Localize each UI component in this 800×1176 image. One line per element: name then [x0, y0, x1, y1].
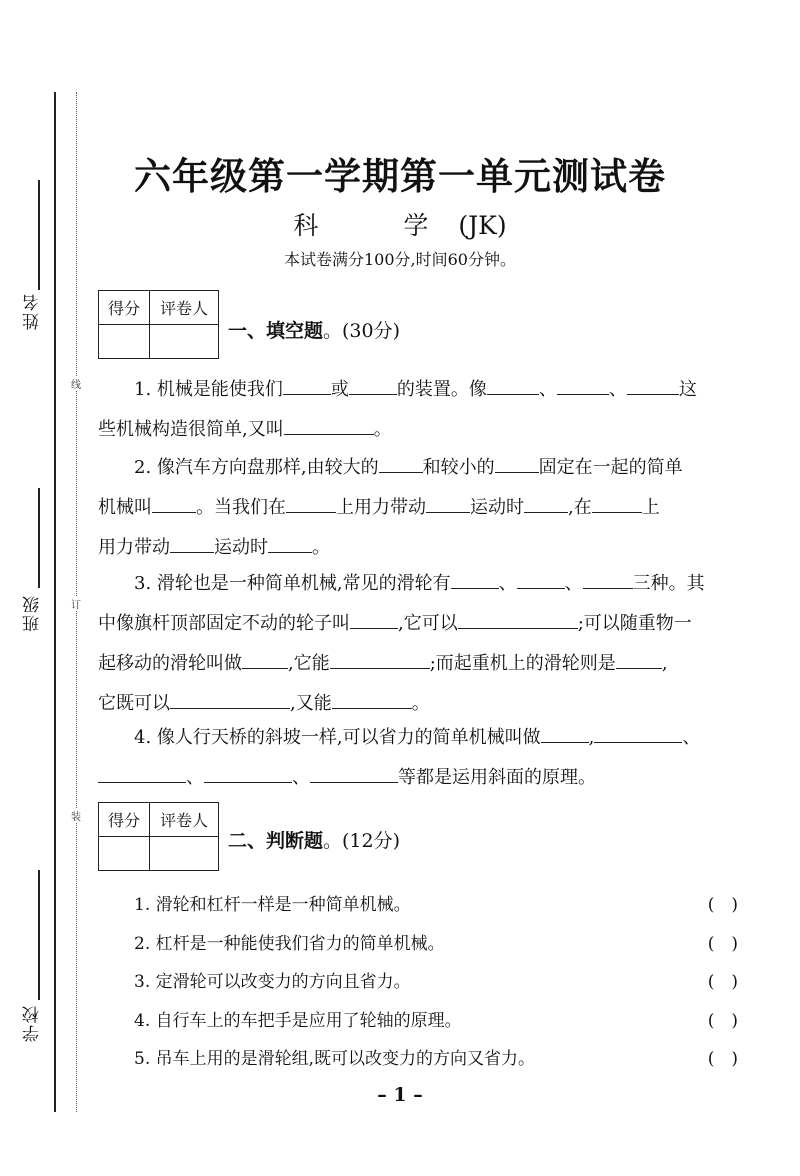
blank[interactable] [524, 494, 568, 513]
score-header: 得分 [99, 291, 150, 325]
blank[interactable] [350, 610, 398, 629]
blank[interactable] [379, 454, 423, 473]
page-number: – 1 – [377, 1084, 423, 1106]
score-header: 得分 [99, 803, 150, 837]
question-1: 1. 机械是能使我们 或 的装置。像 、 、 这 些机械构造很简单,又叫 。 [98, 370, 738, 450]
blank[interactable] [594, 724, 682, 743]
score-cell[interactable] [99, 325, 150, 359]
blank[interactable] [541, 724, 589, 743]
judge-item-5: 5. 吊车上用的是滑轮组,既可以改变力的方向又省力。 ( ) [134, 1044, 738, 1069]
section-1-title: 一、填空题。(30分) [228, 320, 401, 342]
grader-header: 评卷人 [150, 803, 219, 837]
question-2: 2. 像汽车方向盘那样,由较大的 和较小的 固定在一起的简单 机械叫 。当我们在 上用力带动 运动时 ,在 上 用力带动 运动时 。 [98, 448, 738, 568]
answer-bracket[interactable]: ( ) [707, 1011, 738, 1031]
blank[interactable] [517, 570, 565, 589]
grader-cell[interactable] [150, 325, 219, 359]
blank[interactable] [242, 650, 288, 669]
name-label: 姓名 [23, 292, 43, 330]
answer-bracket[interactable]: ( ) [707, 895, 738, 915]
blank[interactable] [451, 570, 499, 589]
school-write-line [38, 870, 40, 1000]
blank[interactable] [583, 570, 633, 589]
judge-item-3: 3. 定滑轮可以改变力的方向且省力。 ( ) [134, 967, 738, 992]
blank[interactable] [349, 376, 397, 395]
blank[interactable] [616, 650, 662, 669]
blank[interactable] [332, 690, 412, 709]
dot-char-zhuang: 装 [68, 808, 84, 823]
subject-name: 科 学 [293, 211, 459, 240]
question-4: 4. 像人行天桥的斜坡一样,可以省力的简单机械叫做 , 、 、 、 等都是运用斜面的原理。 [98, 718, 738, 798]
blank[interactable] [495, 454, 539, 473]
blank[interactable] [426, 494, 470, 513]
answer-bracket[interactable]: ( ) [707, 934, 738, 954]
subject-code: (JK) [458, 211, 507, 240]
exam-note: 本试卷满分100分,时间60分钟。 [284, 250, 516, 269]
answer-bracket[interactable]: ( ) [707, 1049, 738, 1069]
class-write-line [38, 488, 40, 588]
blank[interactable] [487, 376, 539, 395]
binding-line [54, 92, 56, 1112]
judge-item-1: 1. 滑轮和杠杆一样是一种简单机械。 ( ) [134, 890, 738, 915]
blank[interactable] [310, 764, 398, 783]
page-title: 六年级第一学期第一单元测试卷 [134, 154, 666, 198]
blank[interactable] [330, 650, 430, 669]
blank[interactable] [170, 690, 290, 709]
grader-header: 评卷人 [150, 291, 219, 325]
answer-bracket[interactable]: ( ) [707, 972, 738, 992]
judge-item-2: 2. 杠杆是一种能使我们省力的简单机械。 ( ) [134, 929, 738, 954]
dot-char-ding: 订 [68, 596, 84, 611]
blank[interactable] [283, 376, 331, 395]
blank[interactable] [627, 376, 679, 395]
grader-cell[interactable] [150, 837, 219, 871]
blank[interactable] [98, 764, 186, 783]
blank[interactable] [286, 494, 336, 513]
blank[interactable] [268, 534, 312, 553]
score-box-2 [98, 802, 219, 871]
blank[interactable] [170, 534, 214, 553]
blank[interactable] [284, 416, 374, 435]
section-2-title: 二、判断题。(12分) [228, 830, 401, 852]
blank[interactable] [458, 610, 578, 629]
blank[interactable] [204, 764, 292, 783]
judge-item-4: 4. 自行车上的车把手是应用了轮轴的原理。 ( ) [134, 1006, 738, 1031]
dot-char-xian: 线 [68, 376, 84, 391]
score-cell[interactable] [99, 837, 150, 871]
blank[interactable] [152, 494, 196, 513]
question-3: 3. 滑轮也是一种简单机械,常见的滑轮有 、 、 三种。其 中像旗杆顶部固定不动的轮子叫 ,它可以 ;可以随重物一 起移动的滑轮叫做 ,它能 ;而起重机上的滑轮则是 , 它既可以 ,又能 。 [98, 564, 738, 724]
blank[interactable] [592, 494, 642, 513]
blank[interactable] [557, 376, 609, 395]
subject-line [0, 206, 800, 242]
school-label: 学校 [23, 1004, 43, 1042]
class-label: 班级 [23, 594, 43, 632]
score-box-1 [98, 290, 219, 359]
